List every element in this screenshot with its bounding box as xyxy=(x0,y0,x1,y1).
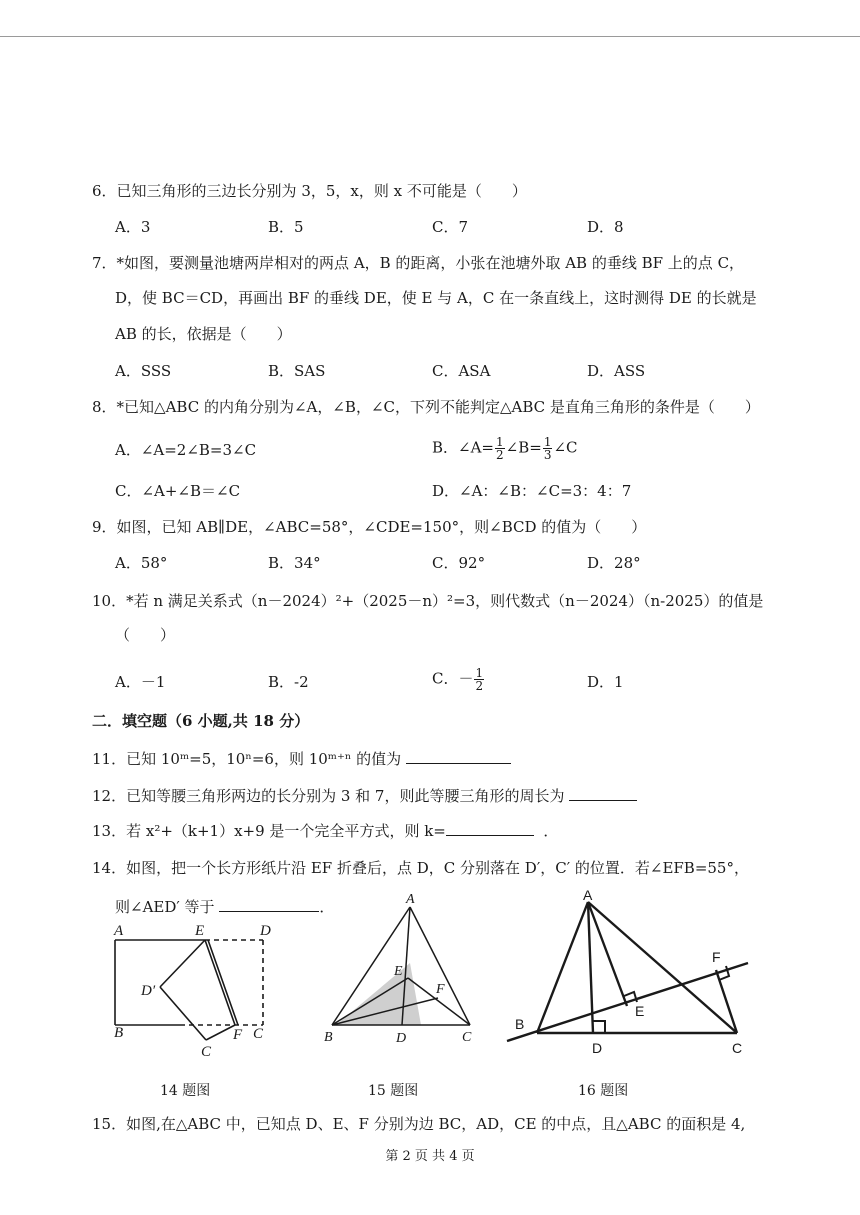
q13-answer-blank[interactable] xyxy=(446,821,534,836)
q8-option-c: C．∠A+∠B＝∠C xyxy=(115,482,241,500)
q9-option-d: D．28° xyxy=(587,554,641,572)
line-BF xyxy=(507,963,748,1041)
fig16-label-a: A xyxy=(583,888,593,903)
q8-option-b-suffix: ∠C xyxy=(553,438,578,457)
fig16-label-f: F xyxy=(712,949,721,965)
caption-fig16: 16 题图 xyxy=(578,1083,629,1099)
q15-text: 15．如图,在△ABC 中，已知点 D、E、F 分别为边 BC，AD，CE 的中点，且△ABC 的面积是 4, xyxy=(92,1115,746,1133)
q14-answer-blank[interactable] xyxy=(219,897,319,912)
fig14-label-d: D xyxy=(260,923,271,939)
q10-line1: 10．*若 n 满足关系式（n－2024）²+（2025－n）²=3，则代数式（n－2024）（n-2025）的值是 xyxy=(92,592,764,610)
shaded-triangle xyxy=(336,963,421,1025)
fig14-label-b: B xyxy=(114,1025,124,1041)
edge-AC xyxy=(588,902,737,1033)
fraction-numerator: 1 xyxy=(543,435,552,449)
q8-option-b-prefix: B．∠A= xyxy=(432,438,494,457)
fig16-label-c: C xyxy=(732,1040,743,1056)
fig14-label-a: A xyxy=(114,923,124,939)
q6-option-b: B．5 xyxy=(268,218,304,236)
q10-line2: （ ） xyxy=(115,626,176,644)
q14-line2 xyxy=(115,897,334,917)
q7-option-b: B．SAS xyxy=(268,362,326,380)
q8-option-b-mid: ∠B= xyxy=(505,438,542,457)
q7-option-c: C．ASA xyxy=(432,362,491,380)
q13-text xyxy=(92,821,558,841)
q10-option-c xyxy=(432,667,485,692)
q7-line2: D，使 BC＝CD，再画出 BF 的垂线 DE，使 E 与 A，C 在一条直线上，这时测得 DE 的长就是 xyxy=(115,289,757,307)
q11-answer-blank[interactable] xyxy=(406,749,511,764)
edge-AC xyxy=(410,907,470,1025)
fraction-numerator: 1 xyxy=(475,666,484,680)
q10-fraction-half xyxy=(474,667,484,692)
fold-line-EF-inner xyxy=(208,940,238,1025)
right-angle-mark-d xyxy=(593,1021,605,1033)
fig14-label-d-prime: D′ xyxy=(141,983,156,999)
q11-text xyxy=(92,749,511,769)
q7-option-d: D．ASS xyxy=(587,362,646,380)
caption-fig14: 14 题图 xyxy=(160,1083,211,1099)
q6-option-a: A．3 xyxy=(115,218,151,236)
edge-AB xyxy=(537,902,588,1033)
fig16-label-e: E xyxy=(635,1003,645,1019)
q8-fraction-third xyxy=(543,436,553,461)
fig14-label-c-prime: C xyxy=(201,1044,212,1060)
q12-text xyxy=(92,786,637,806)
fraction-denominator: 3 xyxy=(543,448,552,462)
top-rule xyxy=(0,36,860,37)
q9-option-a: A．58° xyxy=(115,554,168,572)
q14-line1: 14．如图，把一个长方形纸片沿 EF 折叠后，点 D，C 分别落在 D′，C′ 的位置．若∠EFB=55°， xyxy=(92,859,749,877)
edge-D-prime-C-prime xyxy=(160,987,206,1040)
q12-answer-blank[interactable] xyxy=(569,786,637,801)
fig15-label-a: A xyxy=(406,893,415,907)
fraction-numerator: 1 xyxy=(496,435,504,449)
q9-option-c: C．92° xyxy=(432,554,486,572)
q13-stem: 13．若 x²+（k+1）x+9 是一个完全平方式，则 k= xyxy=(92,822,446,840)
page-footer: 第 2 页 共 4 页 xyxy=(385,1149,475,1164)
fig15-label-f: F xyxy=(436,982,445,997)
fig16-label-b: B xyxy=(515,1016,525,1032)
q8-fraction-half xyxy=(495,436,505,461)
fig15-label-d: D xyxy=(396,1031,407,1046)
q7-line1: 7．*如图，要测量池塘两岸相对的两点 A，B 的距离，小张在池塘外取 AB 的垂线 BF 上的点 C， xyxy=(92,254,745,272)
fraction-denominator: 2 xyxy=(496,448,504,462)
q12-stem: 12．已知等腰三角形两边的长分别为 3 和 7，则此等腰三角形的周长为 xyxy=(92,787,565,805)
figure-14 xyxy=(105,922,295,1062)
fraction-denominator: 2 xyxy=(475,679,484,693)
q6-stem: 6．已知三角形的三边长分别为 3，5，x，则 x 不可能是（ ） xyxy=(92,182,527,200)
q14-line2-end: ． xyxy=(319,898,335,916)
figure-15 xyxy=(320,893,490,1053)
fig15-label-c: C xyxy=(462,1030,472,1045)
fold-line-EF xyxy=(205,940,235,1025)
q8-option-b xyxy=(432,436,578,461)
q14-line2-stem: 则∠AED′ 等于 xyxy=(115,898,215,916)
q10-option-d: D．1 xyxy=(587,673,624,691)
q9-stem: 9．如图，已知 AB∥DE，∠ABC=58°，∠CDE=150°，则∠BCD 的值为（ ） xyxy=(92,518,647,536)
fig14-label-c: C xyxy=(253,1026,264,1042)
q13-end: ． xyxy=(543,822,559,840)
q9-option-b: B．34° xyxy=(268,554,321,572)
q7-option-a: A．SSS xyxy=(115,362,172,380)
section-2-title: 二．填空题（6 小题,共 18 分） xyxy=(92,712,310,730)
q8-option-a: A．∠A=2∠B=3∠C xyxy=(115,441,257,459)
fig15-label-b: B xyxy=(324,1030,333,1045)
fig15-label-e: E xyxy=(394,964,403,979)
caption-fig15: 15 题图 xyxy=(368,1083,419,1099)
figure-16 xyxy=(505,888,755,1058)
edge-C-prime-F xyxy=(206,1025,235,1040)
fig14-label-e: E xyxy=(195,923,205,939)
q11-stem: 11．已知 10ᵐ=5，10ⁿ=6，则 10ᵐ⁺ⁿ 的值为 xyxy=(92,750,402,768)
q7-line3: AB 的长，依据是（ ） xyxy=(115,325,292,343)
q6-option-d: D．8 xyxy=(587,218,624,236)
edge-ED-prime xyxy=(160,940,205,987)
q10-option-a: A．－1 xyxy=(115,673,166,691)
fig16-label-d: D xyxy=(592,1040,603,1056)
q6-option-c: C．7 xyxy=(432,218,469,236)
q8-stem: 8．*已知△ABC 的内角分别为∠A，∠B，∠C，下列不能判定△ABC 是直角三角形的条件是（ ） xyxy=(92,398,760,416)
q8-option-d: D．∠A：∠B：∠C=3：4：7 xyxy=(432,482,632,500)
q10-option-c-prefix: C．－ xyxy=(432,669,474,688)
fig14-label-f: F xyxy=(233,1027,243,1043)
q10-option-b: B．-2 xyxy=(268,673,309,691)
